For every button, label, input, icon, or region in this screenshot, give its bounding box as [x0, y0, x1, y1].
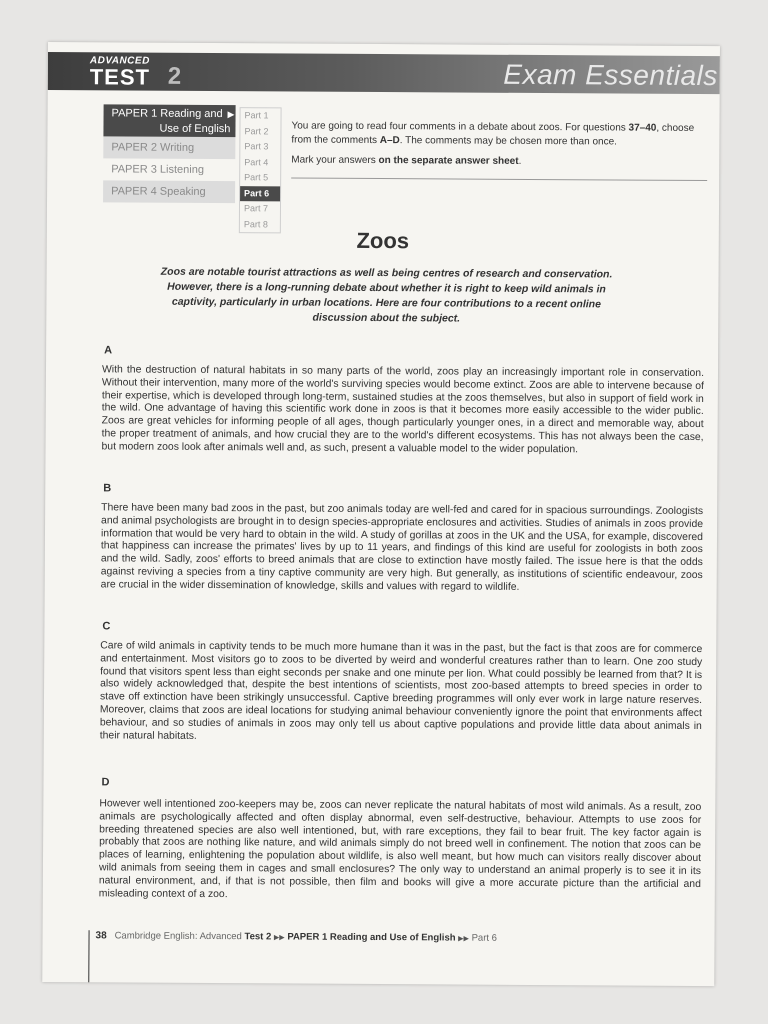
footer-test: Test 2 [244, 931, 272, 943]
nav-paper-1 [103, 104, 235, 137]
section-letter-a: A [104, 344, 113, 357]
section-text-a: With the destruction of natural habitats in so many parts of the world, zoos play an increasingly important role in conservation. Without their intervention, many more of the world's surviving species would become extinct. Zoos are able to intervene because of their expertise, which is developed through long-term, sustained studies at the zoos themselves, but also in support of field work in the wild. One advantage of having this scientific work done in zoos is that it becomes more easily accessible to the wider public. Zoos are great vehicles for informing people of all ages, though particularly younger ones, in a direct and memorable way, about the proper treatment of animals, and how crucial they are to the world's different ecosystems. This has not always been the case, but modern zoos look after animals well and, as such, present a valuable model to the wider population. [101, 364, 705, 456]
paper-nav [103, 104, 236, 203]
double-arrow-icon: ▶▶ [273, 934, 285, 942]
part-item: Part 3 [244, 141, 269, 152]
part-item: Part 1 [244, 110, 269, 121]
nav-paper-3: PAPER 3 Listening [111, 163, 205, 176]
footer-paper: PAPER 1 Reading and Use of English [287, 931, 456, 944]
footer-book: Cambridge English: Advanced [114, 930, 242, 943]
part-list [239, 107, 282, 233]
section-letter-d: D [101, 776, 110, 789]
level-label: ADVANCED [89, 55, 150, 67]
part-item: Part 5 [244, 172, 269, 183]
textbook-page [42, 42, 720, 986]
section-letter-c: C [102, 620, 111, 633]
instruction-line-1: You are going to read four comments in a debate about zoos. For questions 37–40, choose from the comments A–D. The comments may be chosen more than once. [291, 120, 695, 148]
nav-paper-1-line2: Use of English [159, 122, 231, 136]
test-label: TEST [89, 64, 151, 90]
double-arrow-icon: ▶▶ [458, 935, 469, 943]
part-item: Part 7 [243, 203, 269, 214]
article-intro: Zoos are notable tourist attractions as well as being centres of research and conservation. However, there is a long-running debate about whether it is right to keep wild animals in captivity, particularly in urban locations. Here are four contributions to a recent online discussion about the subject. [160, 265, 613, 325]
section-text-c: Care of wild animals in captivity tends to be much more humane than it was in the past, but the fact is that zoos are for commerce and entertainment. Most visitors go to zoos to be diverted by weird and wonderful creatures rather than to learn. One zoo study found that visitors spent less than eight seconds per snake and one minute per lion. What could possibly be learned from that? It is also widely acknowledged that, despite the best intentions of scientists, most zoo-based attempts to breed species in order to stave off extinction have been strikingly unsuccessful. Captive breeding programmes will only ever work in large nature reserves. Moreover, claims that zoos are ideal locations for studying animal behaviour conveniently ignore the point that environments affect behaviour, and so studies of animals in zoos may only tell us about captive populations and provide little data about animals in their natural habitats. [99, 640, 703, 742]
test-number: 2 [167, 62, 182, 90]
part-item: Part 2 [244, 125, 269, 136]
nav-paper-2: PAPER 2 Writing [103, 136, 235, 159]
section-letter-b: B [103, 482, 112, 495]
divider [291, 177, 707, 181]
part-item: Part 8 [243, 218, 268, 229]
footer-part: Part 6 [471, 932, 498, 944]
nav-paper-4: PAPER 4 Speaking [103, 180, 235, 203]
page-number: 38 [95, 930, 107, 942]
series-title: Exam Essentials [503, 58, 718, 92]
article-title: Zoos [356, 227, 410, 254]
part-item: Part 4 [244, 156, 269, 167]
nav-paper-1-line1: PAPER 1 Reading and [111, 107, 223, 121]
section-text-b: There have been many bad zoos in the past, but zoo animals today are well-fed and cared for in spacious surroundings. Zoologists and animal psychologists are brought in to design species-appropriate enclosures and activities. Studies of animals in zoos provide information that would be very hard to obtain in the wild. A study of gorillas at zoos in the UK and the USA, for example, discovered that happiness can increase the primates' lives by up to 11 years, and findings of this kind are useful for zoologists in both zoos and the wild. Sadly, zoos' efforts to breed animals that are close to extinction have mostly failed. The issue here is that the odds against reviving a species from a tiny captive community are very high. But generally, as institutions of scientific endeavour, zoos are crucial in the wider dissemination of knowledge, skills and values with regard to wildlife. [100, 502, 704, 593]
task-instructions [291, 119, 707, 176]
instruction-line-2: Mark your answers on the separate answer sheet. [291, 154, 522, 167]
section-text-d: However well intentioned zoo-keepers may be, zoos can never replicate the natural habitats of most wild animals. As a result, zoo animals are psychologically affected and often display abnormal, even self-destructive, behaviour. Attempts to use zoos for breeding threatened species are also well intentioned, but, with rare exceptions, they fail to bear fruit. The key factor again is probably that zoos are nothing like nature, and wild animals simply do not breed well in confinement. The notion that zoos can be places of learning, enlightening the population about wildlife, is also well meant, but how much can visitors really discover about wild animals from seeing them in cages and small enclosures? The only way to understand an animal properly is to see it in its natural environment, and, if that is not possible, then film and books will give a more accurate picture than the artificial and misleading context of a zoo. [98, 798, 702, 900]
header-banner [48, 52, 720, 94]
play-arrow-icon: ▶ [227, 109, 235, 120]
part-item-active: Part 6 [240, 186, 280, 202]
page-footer [88, 930, 497, 986]
